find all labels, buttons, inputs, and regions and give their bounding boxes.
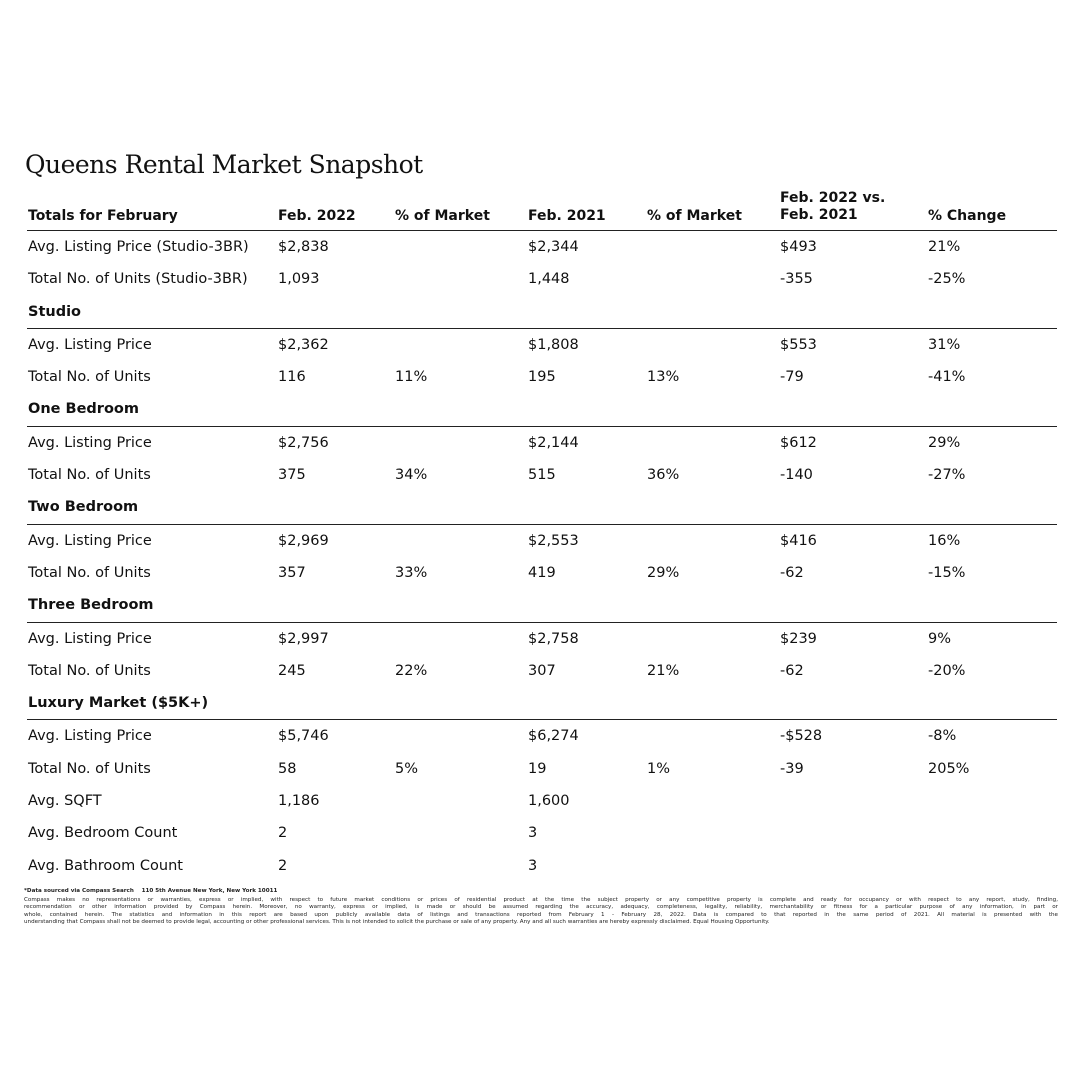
table-cell: 21%	[647, 662, 680, 679]
disclaimer-line: recommendation or other information provided by Compass herein. Moreover, no warranty, express or implied, is made or should be assumed regarding the accuracy, adequacy, completeness, legality, reliability, merchantability or fitness for a particular purpose of any information, in part or	[24, 904, 1058, 911]
header-cell: Feb. 2022 vs. Feb. 2021	[780, 190, 886, 223]
table-cell: 2	[278, 857, 288, 874]
table-cell: 11%	[395, 369, 428, 386]
table-cell: 19	[528, 760, 547, 777]
table-row	[27, 753, 1057, 785]
section-header-row	[27, 296, 1057, 329]
row-label: Studio	[28, 303, 82, 320]
table-cell: $2,553	[528, 532, 579, 549]
table-cell: 3	[528, 825, 538, 842]
header-cell: Feb. 2022	[278, 208, 356, 224]
row-label: One Bedroom	[28, 401, 139, 418]
row-label: Avg. Listing Price	[28, 434, 152, 451]
row-label: Avg. Listing Price	[28, 532, 152, 549]
table-cell: -355	[780, 271, 813, 288]
disclaimer-line: whole, contained herein. The statistics and information in this report are based upon publicly available data of listings and transactions reported from February 1 - February 28, 2022. Data is compared to that reported in the same period of 2021. All material is presented with the	[24, 911, 1058, 918]
table-cell: 245	[278, 662, 306, 679]
row-label: Luxury Market ($5K+)	[28, 695, 209, 712]
section-header-row	[27, 491, 1057, 524]
table-cell: $5,746	[278, 728, 329, 745]
section-header-row	[27, 687, 1057, 720]
row-label: Avg. Listing Price	[28, 336, 152, 353]
table-cell: 2	[278, 825, 288, 842]
row-label: Avg. SQFT	[28, 793, 102, 810]
table-cell: $612	[780, 434, 817, 451]
table-cell: 13%	[647, 369, 680, 386]
table-row	[27, 525, 1057, 557]
disclaimer-line: Compass makes no representations or warranties, express or implied, with respect to future market conditions or prices of residential product at the time the subject property or any competitive property is complete and ready for occupancy or with respect to any report, study, finding,	[24, 896, 1058, 903]
table-cell: $493	[780, 239, 817, 255]
section-header-row	[27, 589, 1057, 622]
table-cell: $416	[780, 532, 817, 549]
table-cell: -140	[780, 467, 813, 484]
table-cell: 1,448	[528, 271, 570, 288]
table-cell: 34%	[395, 467, 428, 484]
table-cell: $2,997	[278, 630, 329, 647]
table-cell: -39	[780, 760, 804, 777]
table-cell: 419	[528, 564, 556, 581]
disclaimer-line: understanding that Compass shall not be deemed to provide legal, accounting or other professional services. This is not intended to solicit the purchase or sale of any property. Any and all such warranties are hereby expressly disclaimed. Equal Housing Opportunity.	[24, 919, 770, 926]
table-row	[27, 817, 1057, 849]
table-row	[27, 427, 1057, 459]
table-cell: 16%	[928, 532, 961, 549]
table-cell: $553	[780, 336, 817, 353]
table-header	[27, 186, 1057, 231]
table-cell: 31%	[928, 336, 961, 353]
table-cell: 22%	[395, 662, 428, 679]
table-row	[27, 263, 1057, 295]
table-cell: -62	[780, 662, 804, 679]
row-label: Total No. of Units	[28, 760, 151, 777]
table-cell: 5%	[395, 760, 419, 777]
table-row	[27, 329, 1057, 361]
table-cell: 29%	[928, 434, 961, 451]
row-label: Avg. Listing Price	[28, 728, 152, 745]
table-cell: $2,756	[278, 434, 329, 451]
table-row	[27, 850, 1057, 882]
table-cell: -62	[780, 564, 804, 581]
table-cell: 1%	[647, 760, 671, 777]
table-cell: 375	[278, 467, 306, 484]
data-source-note: *Data sourced via Compass Search 110 5th Avenue New York, New York 10011	[24, 888, 278, 894]
table-cell: 36%	[647, 467, 680, 484]
table-cell: -$528	[780, 728, 823, 745]
table-cell: 307	[528, 662, 556, 679]
table-cell: 357	[278, 564, 306, 581]
row-label: Avg. Bathroom Count	[28, 857, 183, 874]
table-row	[27, 720, 1057, 752]
section-header-row	[27, 393, 1057, 426]
header-cell: % Change	[928, 208, 1007, 224]
table-cell: 3	[528, 857, 538, 874]
header-cell: % of Market	[395, 208, 490, 224]
row-label: Avg. Bedroom Count	[28, 825, 178, 842]
table-cell: 9%	[928, 630, 952, 647]
table-cell: -25%	[928, 271, 966, 288]
table-cell: $2,362	[278, 336, 329, 353]
table-row	[27, 557, 1057, 589]
table-cell: -41%	[928, 369, 966, 386]
table-cell: $239	[780, 630, 817, 647]
table-cell: $2,969	[278, 532, 329, 549]
header-cell: % of Market	[647, 208, 742, 224]
table-cell: $1,808	[528, 336, 579, 353]
table-cell: 58	[278, 760, 297, 777]
table-cell: 1,093	[278, 271, 320, 288]
table-cell: $2,838	[278, 239, 329, 255]
row-label: Total No. of Units	[28, 662, 151, 679]
table-row	[27, 785, 1057, 817]
table-cell: 116	[278, 369, 306, 386]
table-cell: 1,186	[278, 793, 320, 810]
row-label: Avg. Listing Price (Studio-3BR)	[28, 239, 249, 255]
table-row	[27, 623, 1057, 655]
row-label: Total No. of Units	[28, 369, 151, 386]
table-cell: -79	[780, 369, 804, 386]
market-table	[27, 186, 1057, 882]
table-cell: 1,600	[528, 793, 570, 810]
table-row	[27, 231, 1057, 263]
table-cell: $2,758	[528, 630, 579, 647]
row-label: Two Bedroom	[28, 499, 139, 516]
row-label: Total No. of Units (Studio-3BR)	[28, 271, 248, 288]
table-cell: 515	[528, 467, 556, 484]
table-cell: $2,344	[528, 239, 579, 255]
row-label: Total No. of Units	[28, 467, 151, 484]
disclaimer	[24, 888, 1058, 927]
table-cell: -8%	[928, 728, 957, 745]
row-label: Three Bedroom	[28, 597, 154, 614]
table-cell: $6,274	[528, 728, 579, 745]
table-cell: $2,144	[528, 434, 579, 451]
row-label: Avg. Listing Price	[28, 630, 152, 647]
table-row	[27, 361, 1057, 393]
table-cell: 195	[528, 369, 556, 386]
page-title: Queens Rental Market Snapshot	[25, 150, 423, 179]
table-row	[27, 459, 1057, 491]
header-cell: Feb. 2021	[528, 208, 606, 224]
table-cell: 29%	[647, 564, 680, 581]
table-cell: 21%	[928, 239, 961, 255]
header-cell: Totals for February	[28, 208, 178, 224]
table-cell: -15%	[928, 564, 966, 581]
table-cell: -20%	[928, 662, 966, 679]
table-row	[27, 655, 1057, 687]
row-label: Total No. of Units	[28, 564, 151, 581]
table-cell: 33%	[395, 564, 428, 581]
table-cell: -27%	[928, 467, 966, 484]
table-cell: 205%	[928, 760, 970, 777]
